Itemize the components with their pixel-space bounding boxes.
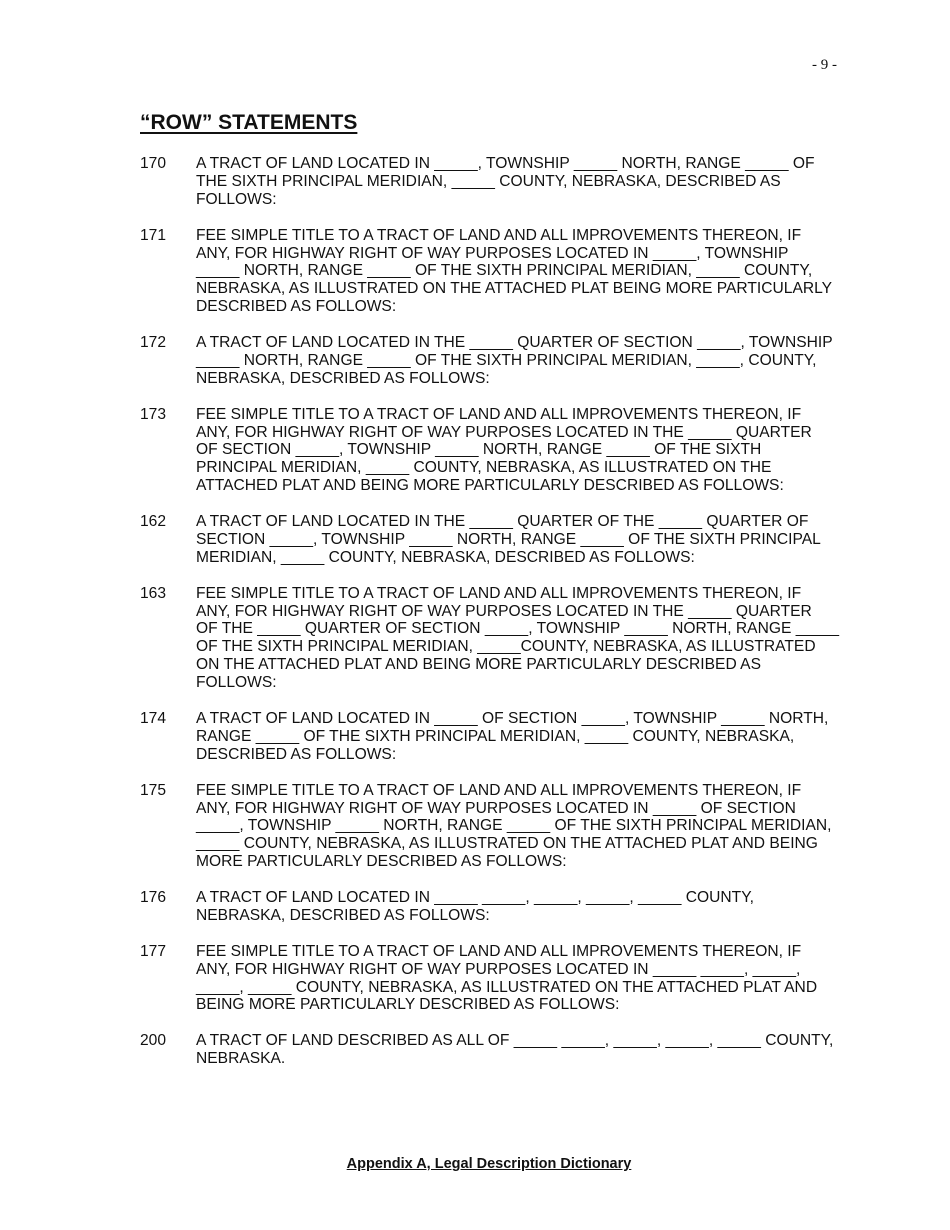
statement-text: A TRACT OF LAND LOCATED IN THE _____ QUARTER OF SECTION _____, TOWNSHIP _____ NORTH, RANGE _____ OF THE SIXTH PRINCIPAL MERIDIAN, _____, COUNTY, NEBRASKA, DESCRIBED AS FOLLOWS:: [196, 334, 833, 387]
statement-number: 174: [140, 710, 167, 727]
statement-entry: [140, 334, 842, 388]
page-footer: Appendix A, Legal Description Dictionary: [346, 1156, 632, 1172]
statement-number: 175: [140, 781, 167, 799]
statement-entry: [140, 155, 842, 209]
statement-entry: [140, 943, 842, 1015]
statement-entry: [140, 889, 842, 925]
statement-number: 200: [140, 1032, 167, 1050]
page-number: - 9 -: [812, 57, 837, 73]
statement-number: 176: [140, 889, 167, 907]
statement-number: 172: [140, 334, 167, 352]
statement-text: FEE SIMPLE TITLE TO A TRACT OF LAND AND ALL IMPROVEMENTS THEREON, IF ANY, FOR HIGHWAY RIGHT OF WAY PURPOSES LOCATED IN _____ _____, _____, _____, _____ COUNTY, NEBRASKA, AS ILLUSTRATED ON THE ATTACHED PLAT AND BEING MORE PARTICULARLY DESCRIBED AS FOLLOWS:: [196, 942, 818, 1014]
statement-entry: [140, 227, 842, 317]
statement-entry: [140, 513, 842, 567]
statement-text: FEE SIMPLE TITLE TO A TRACT OF LAND AND ALL IMPROVEMENTS THEREON, IF ANY, FOR HIGHWAY RIGHT OF WAY PURPOSES LOCATED IN _____ OF SECTION _____, TOWNSHIP _____ NORTH, RANGE _____ OF THE SIXTH PRINCIPAL MERIDIAN, _____ COUNTY, NEBRASKA, AS ILLUSTRATED ON THE ATTACHED PLAT AND BEING MORE PARTICULARLY DESCRIBED AS FOLLOWS:: [196, 781, 832, 871]
statement-number: 173: [140, 405, 167, 423]
statement-number: 171: [140, 226, 167, 244]
statement-text: FEE SIMPLE TITLE TO A TRACT OF LAND AND ALL IMPROVEMENTS THEREON, IF ANY, FOR HIGHWAY RIGHT OF WAY PURPOSES LOCATED IN _____, TOWNSHIP _____ NORTH, RANGE _____ OF THE SIXTH PRINCIPAL MERIDIAN, _____ COUNTY, NEBRASKA, AS ILLUSTRATED ON THE ATTACHED PLAT BEING MORE PARTICULARLY DESCRIBED AS FOLLOWS:: [196, 226, 833, 316]
statement-list: [140, 155, 842, 1086]
statement-entry: [140, 782, 842, 872]
statement-text: A TRACT OF LAND LOCATED IN THE _____ QUARTER OF THE _____ QUARTER OF SECTION _____, TOWNSHIP _____ NORTH, RANGE _____ OF THE SIXTH PRINCIPAL MERIDIAN, _____ COUNTY, NEBRASKA, DESCRIBED AS FOLLOWS:: [196, 513, 821, 566]
statement-text: A TRACT OF LAND LOCATED IN _____ _____, _____, _____, _____ COUNTY, NEBRASKA, DESCRIBED AS FOLLOWS:: [196, 889, 754, 924]
statement-text: A TRACT OF LAND LOCATED IN _____ OF SECTION _____, TOWNSHIP _____ NORTH, RANGE _____ OF THE SIXTH PRINCIPAL MERIDIAN, _____ COUNTY, NEBRASKA, DESCRIBED AS FOLLOWS:: [196, 710, 829, 763]
statement-text: A TRACT OF LAND DESCRIBED AS ALL OF _____ _____, _____, _____, _____ COUNTY, NEBRASKA.: [196, 1032, 834, 1068]
statement-text: A TRACT OF LAND LOCATED IN _____, TOWNSHIP _____ NORTH, RANGE _____ OF THE SIXTH PRINCIPAL MERIDIAN, _____ COUNTY, NEBRASKA, DESCRIBED AS FOLLOWS:: [196, 155, 815, 208]
statement-entry: [140, 585, 842, 692]
statement-text: FEE SIMPLE TITLE TO A TRACT OF LAND AND ALL IMPROVEMENTS THEREON, IF ANY, FOR HIGHWAY RIGHT OF WAY PURPOSES LOCATED IN THE _____ QUARTER OF SECTION _____, TOWNSHIP _____ NORTH, RANGE _____ OF THE SIXTH PRINCIPAL MERIDIAN, _____ COUNTY, NEBRASKA, AS ILLUSTRATED ON THE ATTACHED PLAT AND BEING MORE PARTICULARLY DESCRIBED AS FOLLOWS:: [196, 405, 812, 495]
statement-entry: [140, 406, 842, 496]
statement-number: 163: [140, 584, 167, 602]
statement-entry: [140, 1032, 842, 1068]
statement-number: 177: [140, 942, 167, 960]
statement-number: 170: [140, 155, 167, 172]
statement-entry: [140, 710, 842, 764]
section-heading: “ROW” STATEMENTS: [140, 111, 358, 134]
statement-text: FEE SIMPLE TITLE TO A TRACT OF LAND AND ALL IMPROVEMENTS THEREON, IF ANY, FOR HIGHWAY RIGHT OF WAY PURPOSES LOCATED IN THE _____ QUARTER OF THE _____ QUARTER OF SECTION _____, TOWNSHIP _____ NORTH, RANGE _____ OF THE SIXTH PRINCIPAL MERIDIAN, _____COUNTY, NEBRASKA, AS ILLUSTRATED ON THE ATTACHED PLAT AND BEING MORE PARTICULARLY DESCRIBED AS FOLLOWS:: [196, 584, 840, 692]
statement-number: 162: [140, 513, 167, 531]
